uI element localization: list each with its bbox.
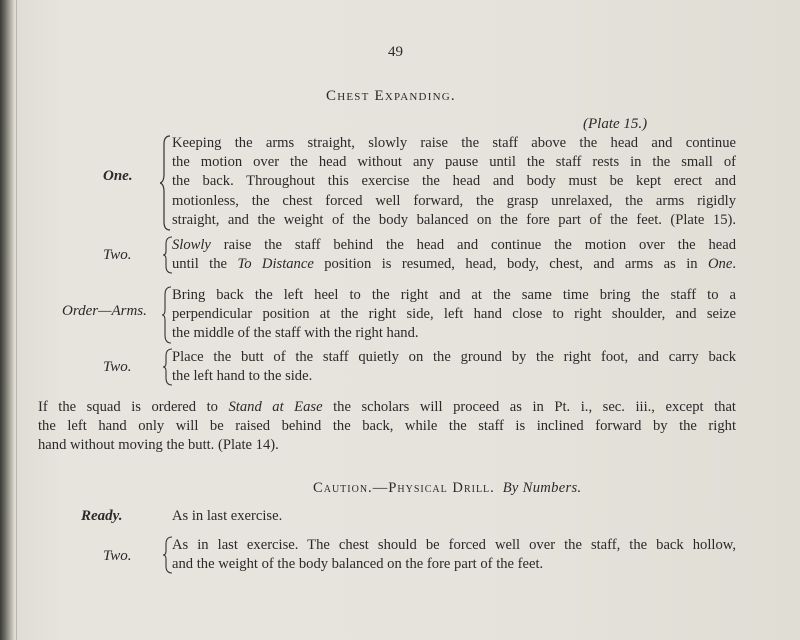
- text-line: straight, and the weight of the body balanced on the fore part of the feet. (Plate 15).: [172, 211, 736, 228]
- text-line: Keeping the arms straight, slowly raise the staff above the head and continue: [172, 135, 736, 151]
- step-label-one: One.: [103, 168, 133, 184]
- book-binding: [0, 0, 14, 640]
- text-line: Slowly raise the staff behind the head and continue the motion over the head: [172, 237, 736, 253]
- order-arms-paragraph: [172, 286, 736, 344]
- squad-paragraph: [38, 398, 736, 456]
- ready-text: As in last exercise.: [172, 508, 283, 524]
- text-line: perpendicular position at the right side, left hand close to right shoulder, and seize: [172, 306, 736, 323]
- final-step-label: Two.: [103, 548, 132, 564]
- text-line: until the To Distance position is resumed, head, body, chest, and arms as in One.: [172, 256, 736, 273]
- plate-reference: [583, 116, 647, 133]
- page-number: 49: [388, 44, 403, 60]
- plate-reference-text: (Plate 15.): [583, 116, 648, 132]
- text-line: the middle of the staff with the right hand.: [172, 325, 419, 342]
- step-label-order-arms: Order—Arms.: [62, 303, 147, 319]
- caution-heading: Caution.—Physical Drill. By Numbers.: [313, 480, 582, 496]
- step-one-paragraph: [172, 134, 736, 230]
- text-line: the motion over the head without any pause until the staff rests in the small of: [172, 154, 736, 171]
- text-line: If the squad is ordered to Stand at Ease the scholars will proceed as in Pt. i., sec. iii., except that: [38, 399, 736, 415]
- final-step-paragraph: [172, 536, 736, 574]
- ready-label: Ready.: [81, 508, 123, 524]
- text-line: the left hand only will be raised behind the back, while the staff is inclined forward by the right: [38, 418, 736, 435]
- text-line: Place the butt of the staff quietly on the ground by the right foot, and carry back: [172, 349, 736, 365]
- text-line: the left hand to the side.: [172, 368, 313, 385]
- text-line: motionless, the chest forced well forward, the grasp unrelaxed, the arms rigidly: [172, 192, 736, 209]
- text-line: hand without moving the butt. (Plate 14).: [38, 437, 279, 454]
- step-two-second-paragraph: [172, 348, 736, 386]
- text-line: Bring back the left heel to the right and at the same time bring the staff to a: [172, 287, 736, 303]
- text-line: the back. Throughout this exercise the head and body must be kept erect and: [172, 173, 736, 190]
- step-label-two-second: Two.: [103, 359, 132, 375]
- section-title: Chest Expanding.: [326, 88, 456, 104]
- gutter-line: [16, 0, 17, 640]
- step-label-two: Two.: [103, 247, 132, 263]
- brace-icon: [162, 286, 172, 344]
- text-line: As in last exercise. The chest should be forced well over the staff, the back hollow,: [172, 537, 736, 553]
- step-two-paragraph: [172, 236, 736, 274]
- brace-icon: [160, 134, 172, 232]
- text-line: and the weight of the body balanced on the fore part of the feet.: [172, 556, 544, 573]
